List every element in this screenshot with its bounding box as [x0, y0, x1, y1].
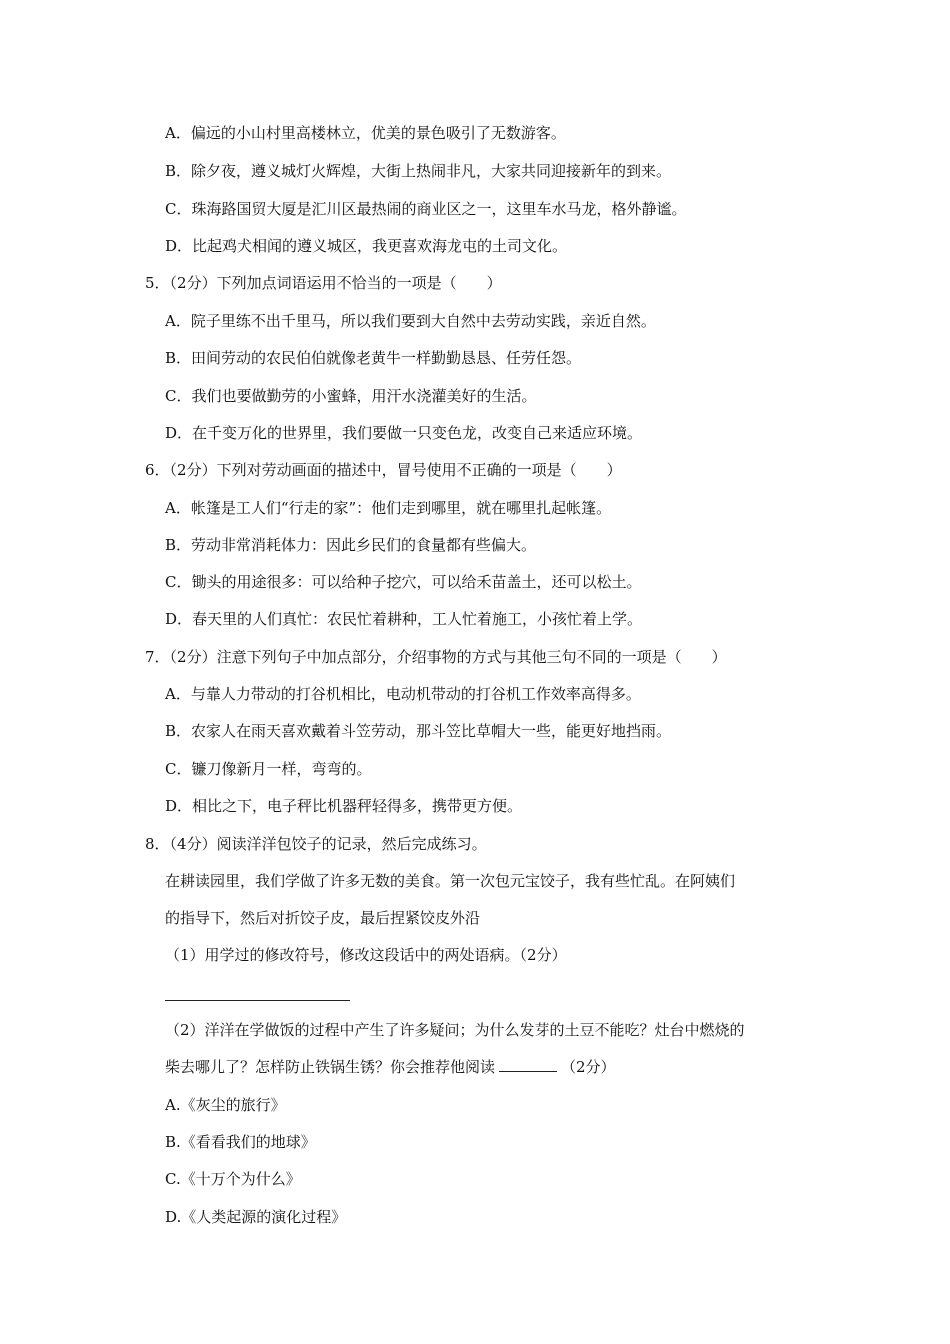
q5-stem: 5．（2分）下列加点词语运用不恰当的一项是（ ）	[145, 274, 502, 292]
q6-option-a: A．帐篷是工人们“行走的家”：他们走到哪里，就在哪里扎起帐篷。	[165, 499, 612, 517]
q7-option-a: A．与靠人力带动的打谷机相比，电动机带动的打谷机工作效率高得多。	[165, 685, 641, 703]
answer-blank[interactable]	[499, 1057, 557, 1072]
q4-option-d: D．比起鸡犬相闻的遵义城区，我更喜欢海龙屯的土司文化。	[165, 237, 568, 255]
q8-sub2-text: 柴去哪儿了？怎样防止铁锅生锈？你会推荐他阅读	[165, 1058, 496, 1076]
answer-line[interactable]	[165, 1000, 350, 1001]
q8-option-a: A.《灰尘的旅行》	[165, 1096, 286, 1114]
q6-option-b: B．劳动非常消耗体力：因此乡民们的食量都有些偏大。	[165, 536, 537, 554]
q4-option-b: B．除夕夜，遵义城灯火辉煌，大街上热闹非凡，大家共同迎接新年的到来。	[165, 162, 672, 180]
q6-option-c: C．锄头的用途很多：可以给种子挖穴，可以给禾苗盖土，还可以松土。	[165, 573, 642, 591]
q5-option-a: A．院子里练不出千里马，所以我们要到大自然中去劳动实践，亲近自然。	[165, 312, 656, 330]
q6-stem: 6．（2分）下列对劳动画面的描述中，冒号使用不正确的一项是（ ）	[145, 461, 622, 479]
q7-option-c: C．镰刀像新月一样，弯弯的。	[165, 760, 372, 778]
q7-option-d: D．相比之下，电子秤比机器秤轻得多，携带更方便。	[165, 797, 523, 815]
q5-option-b: B．田间劳动的农民伯伯就像老黄牛一样勤勤恳恳、任劳任怨。	[165, 349, 582, 367]
q8-option-c: C.《十万个为什么》	[165, 1170, 301, 1188]
q8-stem: 8．（4分）阅读洋洋包饺子的记录，然后完成练习。	[145, 835, 487, 853]
q7-stem: 7．（2分）注意下列句子中加点部分，介绍事物的方式与其他三句不同的一项是（ ）	[145, 648, 727, 666]
q8-sub2-line-2	[165, 1057, 616, 1077]
q5-option-d: D．在千变万化的世界里，我们要做一只变色龙，改变自己来适应环境。	[165, 424, 643, 442]
q8-sub2-score: （2分）	[561, 1058, 616, 1076]
q8-option-d: D.《人类起源的演化过程》	[165, 1208, 347, 1226]
q8-passage-line-2: 的指导下，然后对折饺子皮，最后捏紧饺皮外沿	[165, 909, 481, 927]
q7-option-b: B．农家人在雨天喜欢戴着斗笠劳动，那斗笠比草帽大一些，能更好地挡雨。	[165, 722, 672, 740]
q4-option-c: C．珠海路国贸大厦是汇川区最热闹的商业区之一，这里车水马龙，格外静谧。	[165, 200, 687, 218]
q8-sub1: （1）用学过的修改符号，修改这段话中的两处语病。（2分）	[165, 946, 567, 964]
q5-option-c: C．我们也要做勤劳的小蜜蜂，用汗水浇灌美好的生活。	[165, 387, 537, 405]
q4-option-a: A．偏远的小山村里高楼林立，优美的景色吸引了无数游客。	[165, 124, 566, 142]
q8-option-b: B.《看看我们的地球》	[165, 1133, 316, 1151]
q8-sub2-line-1: （2）洋洋在学做饭的过程中产生了许多疑问；为什么发芽的土豆不能吃？灶台中燃烧的	[165, 1021, 745, 1039]
q6-option-d: D．春天里的人们真忙：农民忙着耕种，工人忙着施工，小孩忙着上学。	[165, 610, 643, 628]
q8-passage-line-1: 在耕读园里，我们学做了许多无数的美食。第一次包元宝饺子，我有些忙乱。在阿姨们	[165, 872, 736, 890]
